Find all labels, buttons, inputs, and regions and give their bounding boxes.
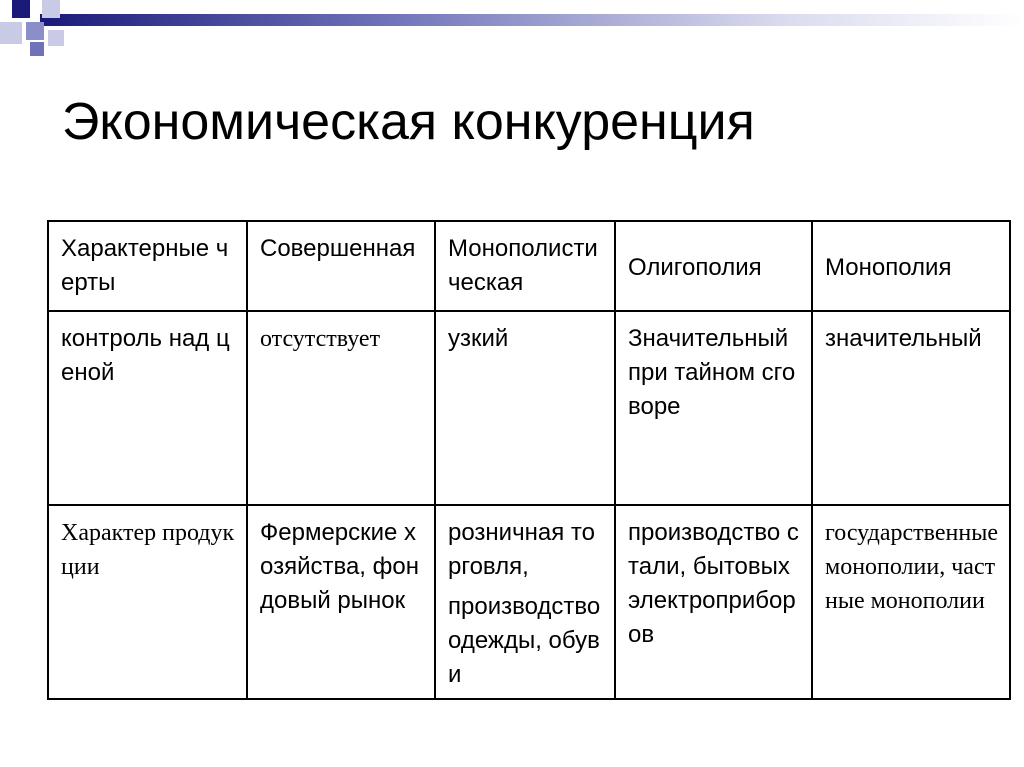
header-cell bbox=[615, 221, 812, 311]
header-cell bbox=[435, 221, 615, 311]
header-oligopoly: Олигополия bbox=[628, 254, 762, 281]
table-cell bbox=[48, 311, 247, 505]
table-row bbox=[48, 311, 1010, 505]
header-cell bbox=[247, 221, 435, 311]
header-monopolistic: Монополистическая bbox=[448, 235, 598, 296]
table-cell bbox=[615, 505, 812, 699]
decor-square-4 bbox=[26, 22, 44, 40]
cell-text: производство стали, бытовых электроприборов bbox=[628, 519, 799, 648]
table-cell bbox=[615, 311, 812, 505]
cell-text: Значительный при тайном сговоре bbox=[628, 325, 796, 420]
table-cell bbox=[247, 505, 435, 699]
table-cell bbox=[48, 505, 247, 699]
header-features: Характерные черты bbox=[61, 235, 229, 296]
header-cell bbox=[48, 221, 247, 311]
slide-title: Экономическая конкуренция bbox=[62, 93, 755, 151]
header-decoration bbox=[0, 0, 1024, 60]
header-cell bbox=[812, 221, 1010, 311]
table-cell bbox=[812, 311, 1010, 505]
cell-text: контроль над ценой bbox=[61, 325, 230, 386]
table-cell bbox=[247, 311, 435, 505]
competition-table bbox=[47, 220, 1011, 700]
cell-text: значительный bbox=[825, 325, 982, 352]
header-monopoly: Монополия bbox=[825, 254, 952, 281]
decor-square-3 bbox=[0, 22, 22, 44]
table-cell bbox=[812, 505, 1010, 699]
cell-text: Характер продукции bbox=[61, 520, 235, 580]
table-header-row bbox=[48, 221, 1010, 311]
table-row bbox=[48, 505, 1010, 699]
cell-text: Фермерские хозяйства, фондовый рынок bbox=[260, 519, 419, 614]
gradient-bar bbox=[40, 14, 1024, 26]
table-cell bbox=[435, 505, 615, 699]
cell-text: узкий bbox=[448, 325, 509, 352]
cell-text: розничная торговля, bbox=[448, 519, 595, 580]
header-perfect: Совершенная bbox=[260, 235, 416, 262]
cell-text: государственные монополии, частные монополии bbox=[825, 520, 998, 614]
cell-text: производство одежды, обуви bbox=[448, 593, 601, 688]
decor-square-2 bbox=[42, 0, 60, 18]
cell-text: отсутствует bbox=[260, 326, 381, 352]
decor-square-5 bbox=[30, 42, 44, 56]
decor-square-6 bbox=[48, 30, 64, 46]
decor-square-1 bbox=[12, 0, 30, 18]
table-cell bbox=[435, 311, 615, 505]
